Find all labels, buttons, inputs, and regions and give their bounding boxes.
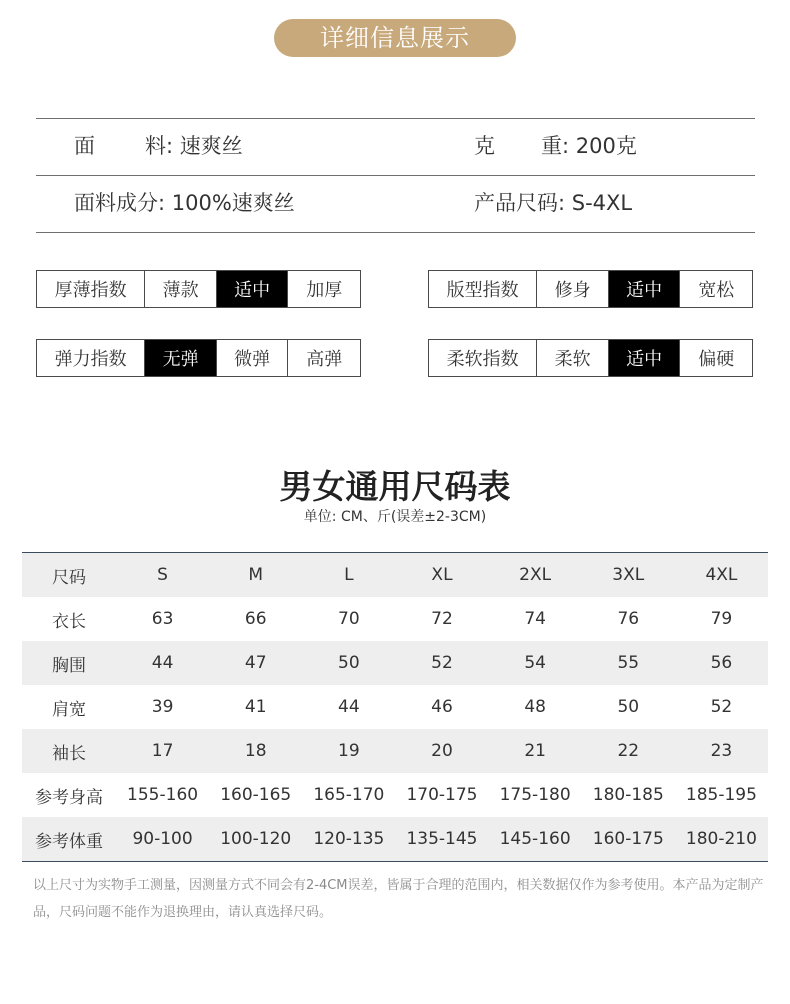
table-cell: 185-195	[685, 785, 757, 805]
table-row	[22, 729, 768, 773]
table-cell: 145-160	[499, 829, 571, 849]
row-label: 参考身高	[35, 787, 103, 808]
table-cell: 55	[617, 653, 640, 673]
index-name: 柔软指数	[446, 349, 519, 370]
table-cell: 160-175	[592, 829, 664, 849]
header-cell: M	[248, 565, 264, 585]
table-row	[22, 773, 768, 817]
table-cell: 155-160	[127, 785, 199, 805]
softness-index	[428, 339, 753, 377]
fit-index	[428, 270, 753, 308]
table-cell: 22	[617, 741, 640, 761]
spec-value: S-4XL	[571, 191, 633, 215]
spec-label: 料:	[145, 134, 174, 158]
table-cell: 180-210	[685, 829, 757, 849]
table-cell: 50	[617, 697, 640, 717]
row-label: 袖长	[52, 743, 86, 764]
spec-label: 产品尺码:	[474, 191, 566, 215]
index-option-selected: 无弹	[144, 340, 216, 376]
table-cell: 48	[524, 697, 546, 717]
header-cell: 4XL	[705, 565, 738, 585]
table-cell: 54	[524, 653, 546, 673]
table-cell: 18	[244, 741, 267, 761]
size-note: 以上尺寸为实物手工测量，因测量方式不同会有2-4CM误差，皆属于合理的范围内，相关数据仅作为参考使用。本产品为定制产品，尺码问题不能作为退换理由，请认真选择尺码。	[33, 878, 764, 920]
header-cell: XL	[431, 565, 453, 585]
table-row	[22, 641, 768, 685]
section-banner: 详细信息展示	[274, 19, 516, 57]
table-cell: 76	[617, 609, 640, 629]
header-cell: 尺码	[52, 567, 86, 588]
table-cell: 20	[431, 741, 453, 761]
table-cell: 66	[244, 609, 267, 629]
table-cell: 52	[431, 653, 453, 673]
table-cell: 175-180	[499, 785, 571, 805]
index-name: 弹力指数	[54, 349, 127, 370]
spec-label: 克	[474, 134, 495, 158]
table-cell: 56	[710, 653, 733, 673]
table-cell: 44	[151, 653, 174, 673]
spec-composition	[74, 189, 295, 217]
table-cell: 41	[244, 697, 267, 717]
index-option: 偏硬	[679, 340, 752, 376]
table-header-row	[22, 553, 768, 597]
size-table	[22, 552, 768, 862]
index-option: 加厚	[287, 271, 360, 307]
table-cell: 39	[151, 697, 174, 717]
index-option: 修身	[536, 271, 608, 307]
header-cell: 3XL	[612, 565, 645, 585]
row-label: 胸围	[52, 655, 86, 676]
table-cell: 100-120	[220, 829, 292, 849]
elasticity-index	[36, 339, 361, 377]
table-cell: 79	[710, 609, 733, 629]
table-cell: 74	[524, 609, 546, 629]
row-label: 肩宽	[52, 699, 86, 720]
table-cell: 17	[151, 741, 174, 761]
index-name: 厚薄指数	[54, 280, 127, 301]
table-cell: 160-165	[220, 785, 292, 805]
row-label: 参考体重	[35, 831, 103, 852]
index-name: 版型指数	[446, 280, 519, 301]
index-option: 柔软	[536, 340, 608, 376]
table-cell: 52	[710, 697, 733, 717]
spec-label: 面料成分:	[74, 191, 166, 215]
spec-label: 面	[74, 134, 95, 158]
index-option-selected: 适中	[216, 271, 288, 307]
table-cell: 135-145	[406, 829, 478, 849]
divider	[36, 232, 755, 233]
spec-label: 重:	[541, 134, 570, 158]
index-option-selected: 适中	[608, 340, 680, 376]
header-cell: 2XL	[519, 565, 552, 585]
index-option: 高弹	[287, 340, 360, 376]
table-cell: 19	[338, 741, 360, 761]
table-cell: 63	[151, 609, 174, 629]
table-cell: 50	[338, 653, 360, 673]
table-cell: 120-135	[313, 829, 385, 849]
table-cell: 21	[524, 741, 546, 761]
table-row	[22, 597, 768, 641]
table-cell: 90-100	[132, 829, 193, 849]
table-cell: 47	[244, 653, 267, 673]
size-chart-subtitle: 单位: CM、斤(误差±2-3CM)	[303, 509, 487, 525]
table-cell: 180-185	[592, 785, 664, 805]
table-row	[22, 817, 768, 861]
row-label: 衣长	[52, 611, 86, 632]
table-cell: 44	[338, 697, 360, 717]
table-cell: 70	[338, 609, 360, 629]
table-row	[22, 685, 768, 729]
index-option: 宽松	[679, 271, 752, 307]
spec-value: 200克	[575, 134, 637, 158]
table-cell: 170-175	[406, 785, 478, 805]
spec-value: 100%速爽丝	[171, 191, 295, 215]
thickness-index	[36, 270, 361, 308]
table-cell: 23	[710, 741, 733, 761]
spec-value: 速爽丝	[179, 134, 243, 158]
index-option: 微弹	[216, 340, 288, 376]
spec-fabric	[74, 132, 243, 160]
table-cell: 46	[431, 697, 453, 717]
table-cell: 165-170	[313, 785, 385, 805]
index-option-selected: 适中	[608, 271, 680, 307]
spec-size	[474, 189, 632, 217]
spec-weight	[474, 132, 637, 160]
header-cell: S	[157, 565, 168, 585]
divider	[36, 118, 755, 119]
table-cell: 72	[431, 609, 453, 629]
size-chart-title: 男女通用尺码表	[279, 467, 511, 506]
header-cell: L	[344, 565, 354, 585]
divider	[36, 175, 755, 176]
index-option: 薄款	[144, 271, 216, 307]
